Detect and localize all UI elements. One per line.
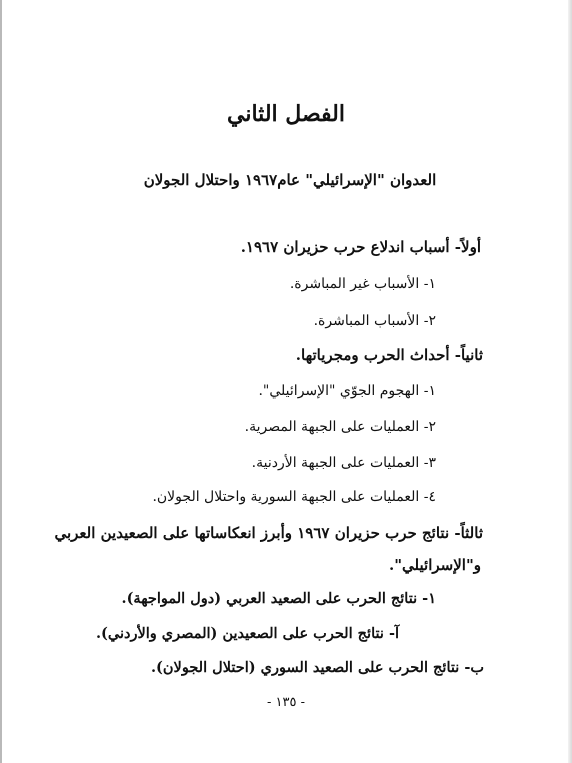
section-2-heading: ثانياً- أحداث الحرب ومجرياتها.	[295, 346, 483, 364]
section-3-item-1b: ب- نتائج الحرب على الصعيد السوري (احتلال الجولان).	[151, 659, 484, 676]
section-3-item-1a: آ- نتائج الحرب على الصعيدين (المصري والأردني).	[95, 625, 399, 642]
section-2-item-4: ٤- العمليات على الجبهة السورية واحتلال الجولان.	[152, 489, 436, 505]
section-3-heading-line-1: ثالثاً- نتائج حرب حزيران ١٩٦٧ وأبرز انعكاساتها على الصعيدين العربي	[54, 524, 483, 542]
chapter-title: الفصل الثاني	[227, 101, 345, 127]
section-2-item-2: ٢- العمليات على الجبهة المصرية.	[244, 419, 436, 435]
section-3-heading-line-2: و"الإسرائيلي".	[389, 556, 481, 574]
section-1-item-2: ٢- الأسباب المباشرة.	[313, 313, 436, 329]
section-3-item-1: ١- نتائج الحرب على الصعيد العربي (دول المواجهة).	[121, 590, 436, 607]
chapter-subtitle: العدوان "الإسرائيلي" عام١٩٦٧ واحتلال الجولان	[143, 171, 437, 189]
section-1-heading: أولاً- أسباب اندلاع حرب حزيران ١٩٦٧.	[240, 238, 481, 256]
section-1-item-1: ١- الأسباب غير المباشرة.	[289, 276, 436, 292]
page-number: - ١٣٥ -	[266, 695, 305, 710]
section-2-item-1: ١- الهجوم الجوّي "الإسرائيلي".	[258, 383, 436, 399]
section-2-item-3: ٣- العمليات على الجبهة الأردنية.	[251, 455, 436, 471]
